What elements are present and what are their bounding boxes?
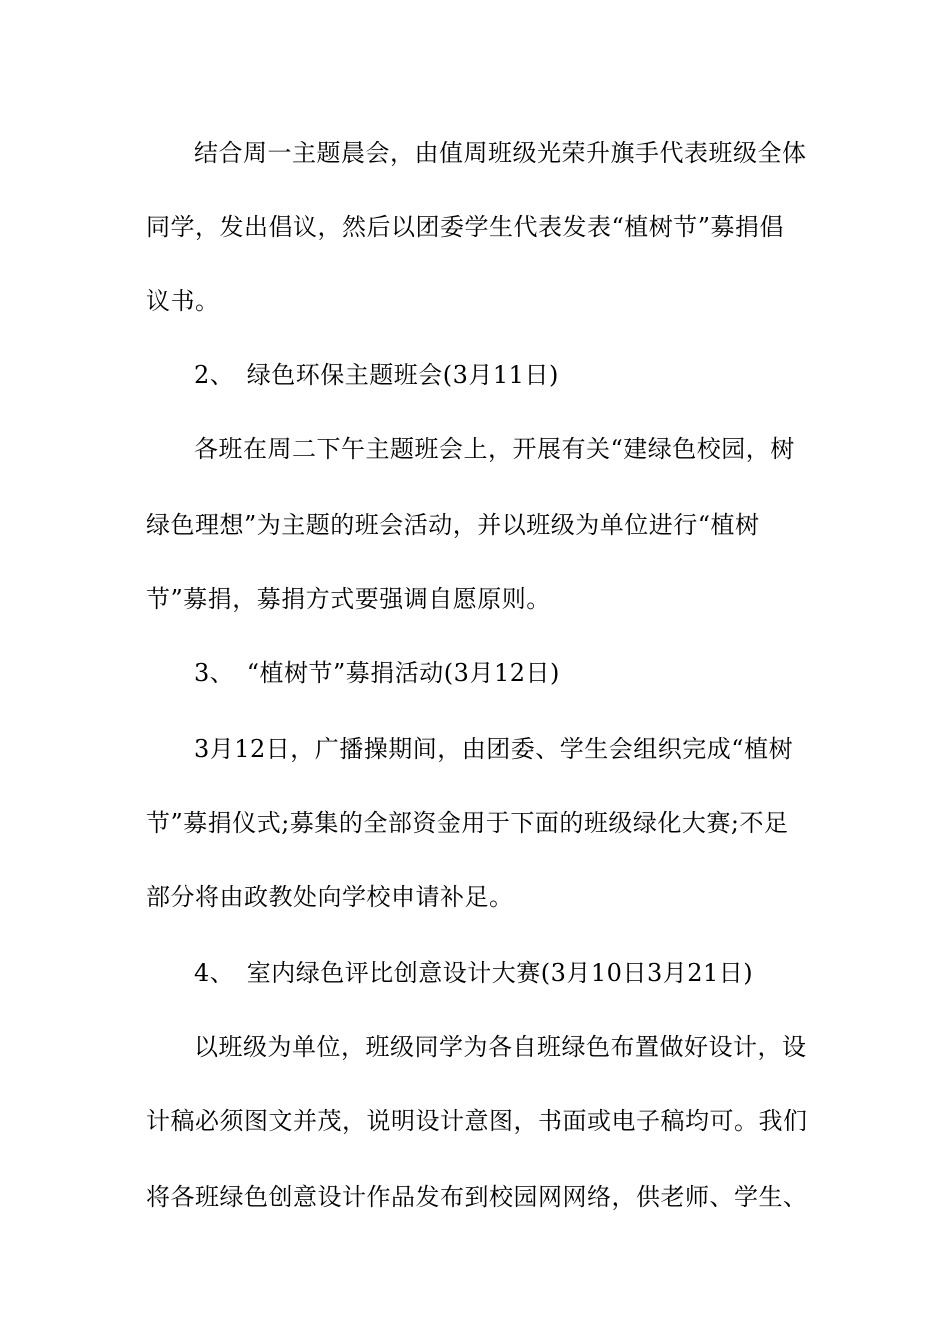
paragraph-line: 各班在周二下午主题班会上，开展有关“建绿色校园，树 bbox=[194, 435, 795, 463]
section-heading-2: 2、 绿色环保主题班会(3月11日) bbox=[194, 361, 559, 389]
paragraph-line: 绿色理想”为主题的班会活动，并以班级为单位进行“植树 bbox=[146, 511, 760, 539]
paragraph-line: 3月12日，广播操期间，由团委、学生会组织完成“植树 bbox=[194, 735, 794, 763]
paragraph-line: 节”募捐，募捐方式要强调自愿原则。 bbox=[146, 585, 551, 613]
paragraph-line: 将各班绿色创意设计作品发布到校园网网络，供老师、学生、 bbox=[146, 1183, 808, 1211]
paragraph-line: 议书。 bbox=[146, 287, 220, 315]
paragraph-line: 以班级为单位，班级同学为各自班绿色布置做好设计，设 bbox=[194, 1033, 807, 1061]
section-heading-3: 3、 “植树节”募捐活动(3月12日) bbox=[194, 659, 560, 687]
paragraph-line: 部分将由政教处向学校申请补足。 bbox=[146, 883, 514, 911]
paragraph-line: 计稿必须图文并茂，说明设计意图，书面或电子稿均可。我们 bbox=[146, 1107, 808, 1135]
paragraph-line: 节”募捐仪式;募集的全部资金用于下面的班级绿化大赛;不足 bbox=[146, 809, 789, 837]
paragraph-line: 同学，发出倡议，然后以团委学生代表发表“植树节”募捐倡 bbox=[146, 213, 785, 241]
section-heading-4: 4、 室内绿色评比创意设计大赛(3月10日3月21日) bbox=[194, 959, 754, 987]
paragraph-line: 结合周一主题晨会，由值周班级光荣升旗手代表班级全体 bbox=[194, 139, 807, 167]
